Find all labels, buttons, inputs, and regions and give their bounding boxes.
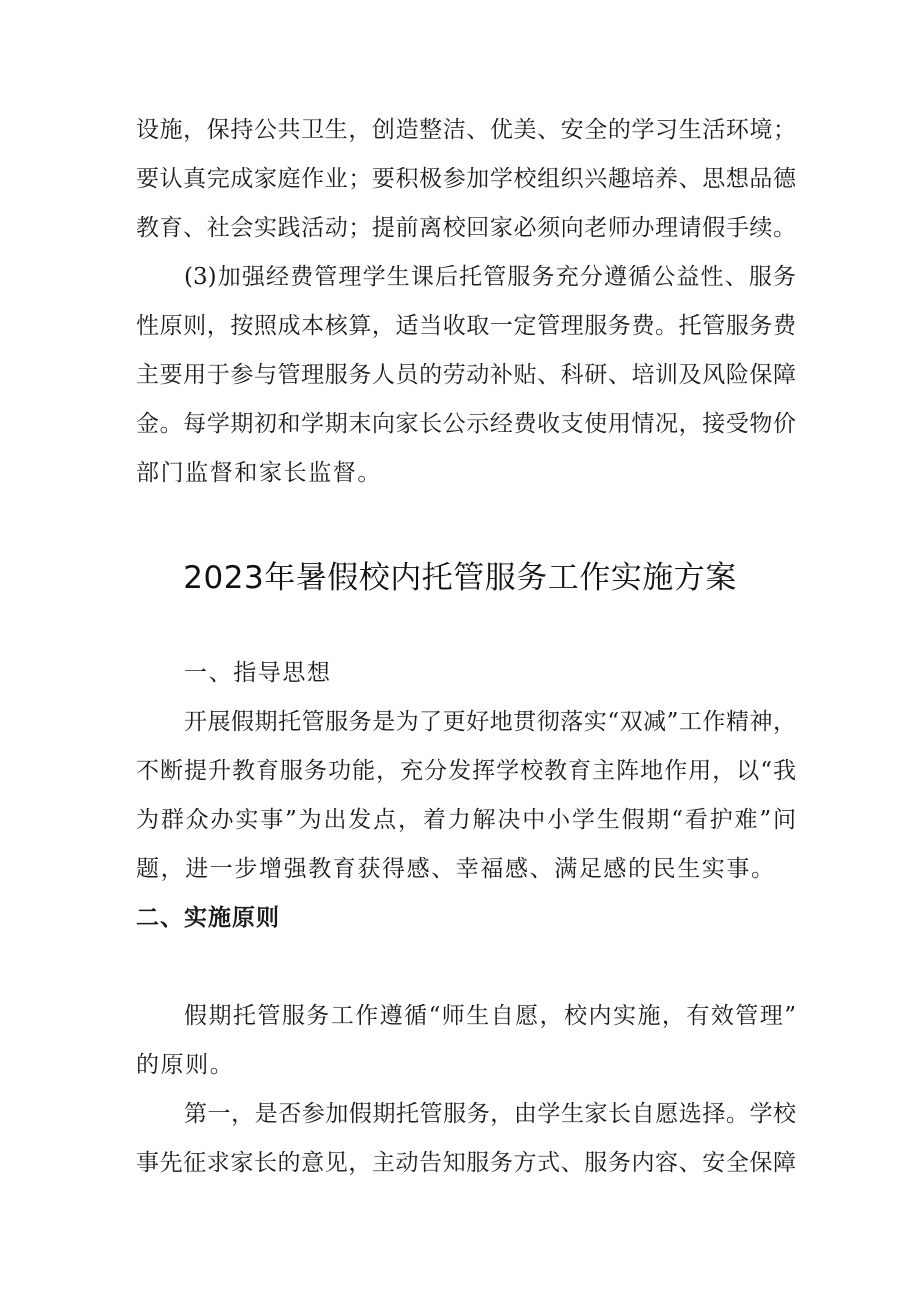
paragraph-line: 教育、社会实践活动；提前离校回家必须向老师办理请假手续。 bbox=[136, 215, 796, 241]
paragraph-line: (3)加强经费管理学生课后托管服务充分遵循公益性、服务 bbox=[184, 264, 796, 290]
paragraph-line: 事先征求家长的意见，主动告知服务方式、服务内容、安全保障 bbox=[136, 1150, 796, 1176]
paragraph-line: 开展假期托管服务是为了更好地贯彻落实“双减”工作精神， bbox=[184, 709, 796, 735]
paragraph-line: 第一，是否参加假期托管服务，由学生家长自愿选择。学校 bbox=[184, 1101, 796, 1127]
paragraph-line: 设施，保持公共卫生，创造整洁、优美、安全的学习生活环境； bbox=[136, 117, 796, 143]
section-heading-guiding-ideology: 一、指导思想 bbox=[184, 660, 332, 686]
paragraph-line: 题，进一步增强教育获得感、幸福感、满足感的民生实事。 bbox=[136, 856, 776, 882]
paragraph-line: 不断提升教育服务功能，充分发挥学校教育主阵地作用，以“我 bbox=[136, 758, 796, 784]
paragraph-line: 为群众办实事”为出发点，着力解决中小学生假期“看护难”问 bbox=[136, 807, 796, 833]
paragraph-line: 的原则。 bbox=[136, 1052, 235, 1078]
paragraph-line: 部门监督和家长监督。 bbox=[136, 460, 382, 486]
paragraph-line: 要认真完成家庭作业；要积极参加学校组织兴趣培养、思想品德 bbox=[136, 166, 796, 192]
paragraph-line: 金。每学期初和学期末向家长公示经费收支使用情况，接受物价 bbox=[136, 411, 796, 437]
paragraph-line: 主要用于参与管理服务人员的劳动补贴、科研、培训及风险保障 bbox=[136, 362, 796, 388]
paragraph-line: 假期托管服务工作遵循“师生自愿，校内实施，有效管理” bbox=[184, 1003, 796, 1029]
document-title: 2023年暑假校内托管服务工作实施方案 bbox=[183, 560, 737, 596]
paragraph-line: 性原则，按照成本核算，适当收取一定管理服务费。托管服务费 bbox=[136, 313, 796, 339]
section-heading-implementation-principles: 二、实施原则 bbox=[136, 905, 280, 931]
